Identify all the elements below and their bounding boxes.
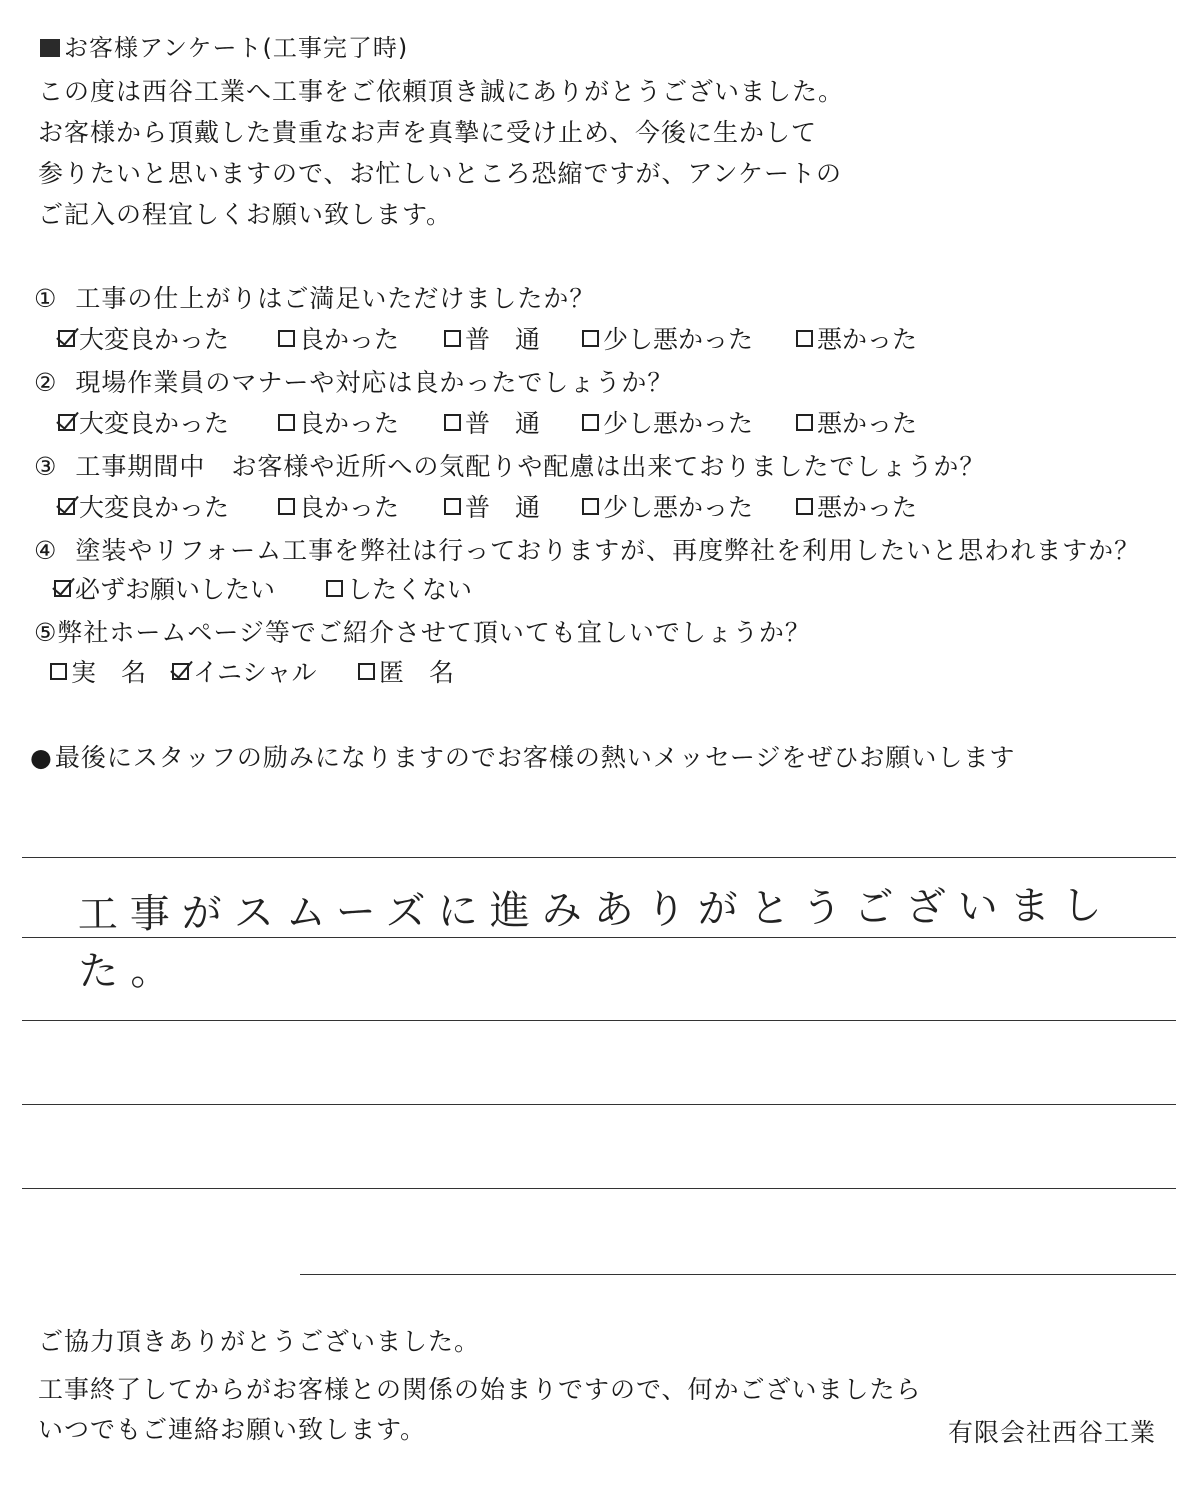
- option-average[interactable]: [444, 404, 540, 440]
- option-bad[interactable]: [796, 320, 917, 356]
- option-label: 大変良かった: [79, 409, 230, 438]
- checkbox-icon[interactable]: [444, 330, 461, 347]
- question-5: [34, 613, 811, 649]
- checkbox-icon[interactable]: [582, 330, 599, 347]
- question-4-options: [0, 570, 1200, 604]
- question-5-options: [0, 653, 1200, 687]
- question-2-options: [0, 404, 1200, 438]
- option-very-good[interactable]: [58, 488, 229, 524]
- option-label: 大変良かった: [79, 325, 230, 354]
- checkbox-icon[interactable]: [278, 498, 295, 515]
- option-very-good[interactable]: [58, 404, 229, 440]
- intro-line-2: お客様から頂戴した貴重なお声を真摯に受け止め、今後に生かして: [38, 118, 818, 147]
- option-label: 少し悪かった: [603, 409, 754, 438]
- question-number: ④: [34, 536, 58, 565]
- option-label: イニシャル: [193, 658, 317, 687]
- checkbox-icon[interactable]: [582, 414, 599, 431]
- checkbox-icon[interactable]: [796, 498, 813, 515]
- question-text: 現場作業員のマナーや対応は良かったでしょうか？: [75, 368, 674, 397]
- option-average[interactable]: [444, 488, 540, 524]
- option-slightly-bad[interactable]: [582, 320, 753, 356]
- question-text: 弊社ホームページ等でご紹介させて頂いても宜しいでしょうか？: [57, 618, 811, 647]
- checkbox-icon[interactable]: [50, 663, 67, 680]
- option-average[interactable]: [444, 320, 540, 356]
- question-3: [34, 447, 985, 483]
- option-label: 良かった: [299, 409, 400, 438]
- option-very-good[interactable]: [58, 320, 229, 356]
- option-bad[interactable]: [796, 488, 917, 524]
- checkbox-icon[interactable]: [444, 498, 461, 515]
- option-label: 実 名: [71, 658, 147, 687]
- option-label: 悪かった: [817, 493, 918, 522]
- option-good[interactable]: [278, 320, 399, 356]
- checkbox-icon[interactable]: [582, 498, 599, 515]
- checkbox-icon[interactable]: [278, 414, 295, 431]
- checkbox-icon[interactable]: [358, 663, 375, 680]
- question-number: ①: [34, 284, 58, 313]
- checkbox-checked-icon[interactable]: [58, 498, 75, 515]
- handwritten-message: 工事がスムーズに進みありがとうございました。: [77, 882, 1114, 995]
- intro-line-1: この度は西谷工業へ工事をご依頼頂き誠にありがとうございました。: [38, 77, 845, 106]
- option-label: 悪かった: [817, 325, 918, 354]
- option-definitely[interactable]: [54, 570, 275, 606]
- footer-line-1: ご協力頂きありがとうございました。: [38, 1327, 481, 1356]
- message-prompt: [30, 738, 1015, 774]
- question-text: 工事期間中 お客様や近所への気配りや配慮は出来ておりましたでしょうか？: [75, 452, 986, 481]
- question-text: 工事の仕上がりはご満足いただけましたか？: [75, 284, 596, 313]
- message-prompt-text: 最後にスタッフの励みになりますのでお客様の熱いメッセージをぜひお願いします: [54, 743, 1016, 772]
- option-label: したくない: [347, 575, 473, 604]
- checkbox-checked-icon[interactable]: [54, 580, 71, 597]
- question-1: [34, 279, 595, 315]
- intro-line-3: 参りたいと思いますので、お忙しいところ恐縮ですが、アンケートの: [38, 159, 843, 188]
- option-label: 普 通: [465, 493, 541, 522]
- option-anonymous[interactable]: [358, 653, 454, 689]
- question-text: 塗装やリフォーム工事を弊社は行っておりますが、再度弊社を利用したいと思われますか？: [75, 536, 1141, 565]
- writing-line: [22, 1020, 1176, 1021]
- checkbox-icon[interactable]: [326, 580, 343, 597]
- survey-title: [40, 28, 408, 63]
- writing-line: [22, 1104, 1176, 1105]
- question-number: ②: [34, 368, 58, 397]
- option-label: 良かった: [299, 493, 400, 522]
- footer-line-3: いつでもご連絡お願い致します。: [38, 1415, 427, 1444]
- checkbox-icon[interactable]: [444, 414, 461, 431]
- option-label: 少し悪かった: [603, 325, 754, 354]
- option-label: 普 通: [465, 409, 541, 438]
- square-bullet-icon: [40, 39, 60, 57]
- survey-title-text: お客様アンケート(工事完了時): [64, 34, 409, 62]
- footer-line-2: 工事終了してからがお客様との関係の始まりですので、何かございましたら: [38, 1375, 922, 1404]
- company-name: 有限会社西谷工業: [948, 1418, 1157, 1447]
- option-label: 匿 名: [379, 658, 455, 687]
- option-label: 普 通: [465, 325, 541, 354]
- question-number: ⑤: [34, 618, 58, 647]
- option-label: 良かった: [299, 325, 400, 354]
- checkbox-icon[interactable]: [278, 330, 295, 347]
- question-2: [34, 363, 673, 399]
- option-slightly-bad[interactable]: [582, 488, 753, 524]
- option-good[interactable]: [278, 488, 399, 524]
- writing-line: [22, 1188, 1176, 1189]
- writing-line: [300, 1274, 1176, 1275]
- option-initials[interactable]: [172, 653, 317, 689]
- question-3-options: [0, 488, 1200, 522]
- option-label: 悪かった: [817, 409, 918, 438]
- intro-line-4: ご記入の程宜しくお願い致します。: [38, 200, 453, 229]
- question-1-options: [0, 320, 1200, 354]
- option-no[interactable]: [326, 570, 472, 606]
- checkbox-checked-icon[interactable]: [58, 414, 75, 431]
- option-label: 少し悪かった: [603, 493, 754, 522]
- option-bad[interactable]: [796, 404, 917, 440]
- question-number: ③: [34, 452, 58, 481]
- option-label: 必ずお願いしたい: [75, 575, 276, 604]
- option-real-name[interactable]: [50, 653, 146, 689]
- question-4: [34, 531, 1140, 567]
- option-slightly-bad[interactable]: [582, 404, 753, 440]
- option-good[interactable]: [278, 404, 399, 440]
- checkbox-checked-icon[interactable]: [58, 330, 75, 347]
- writing-line: [22, 857, 1176, 858]
- checkbox-icon[interactable]: [796, 414, 813, 431]
- checkbox-icon[interactable]: [796, 330, 813, 347]
- checkbox-checked-icon[interactable]: [172, 663, 189, 680]
- option-label: 大変良かった: [79, 493, 230, 522]
